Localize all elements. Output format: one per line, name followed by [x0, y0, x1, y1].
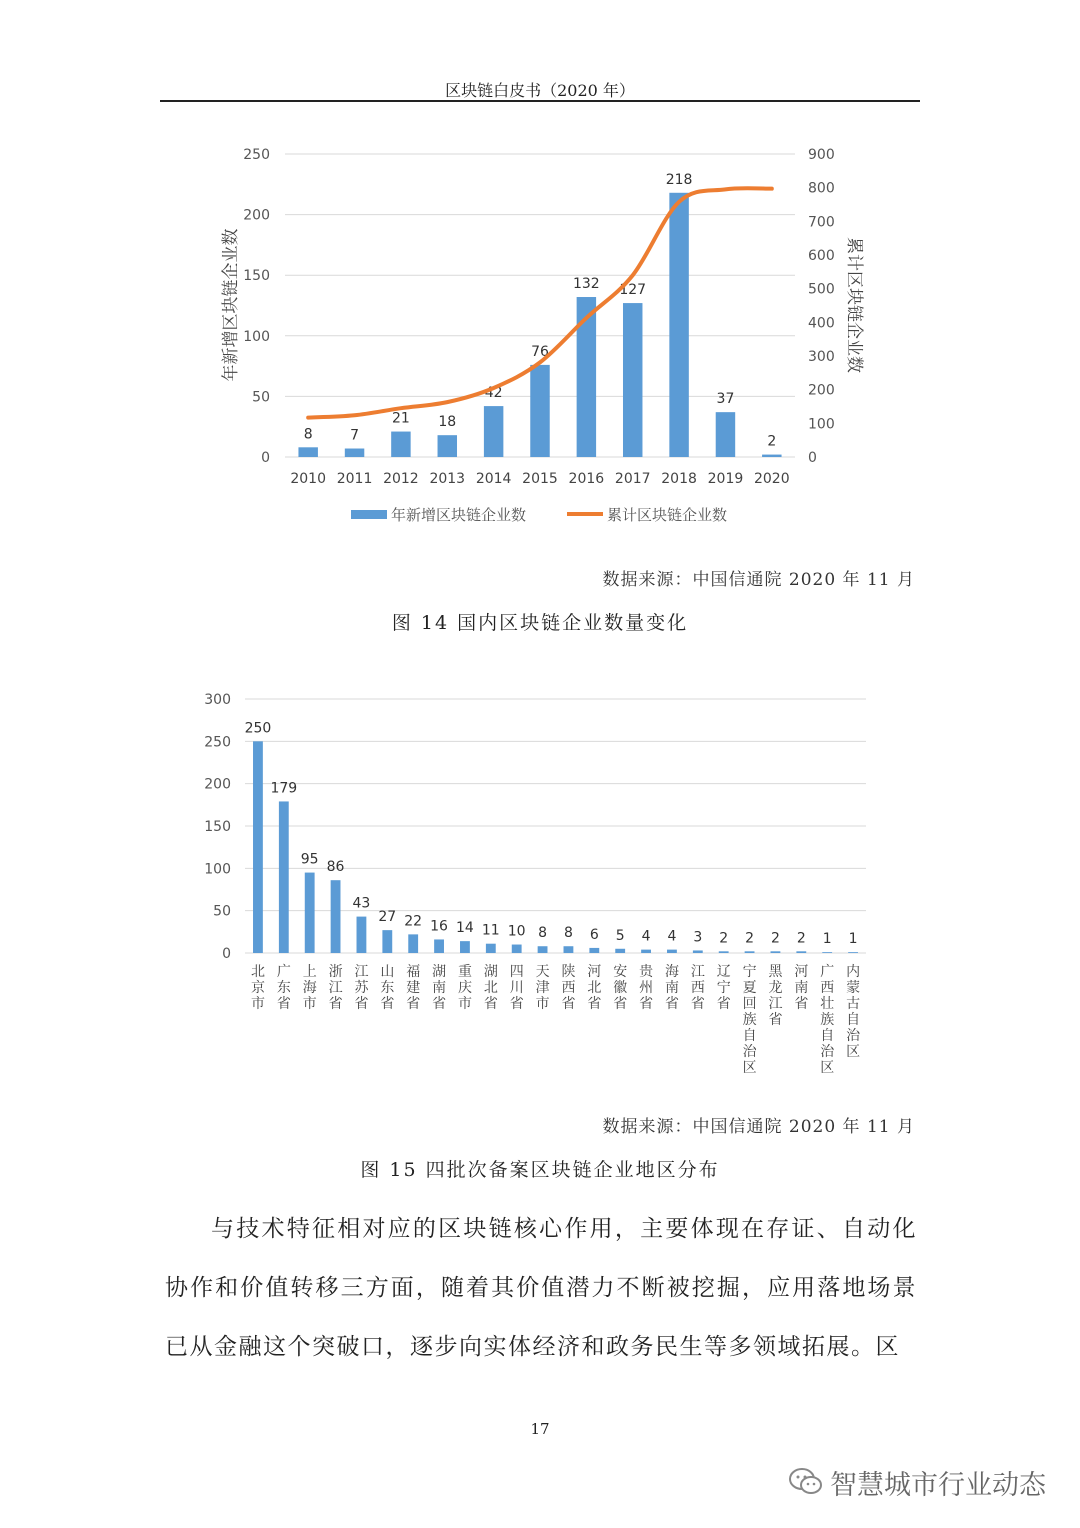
y-tick-label: 200	[243, 207, 270, 224]
x-tick-label: 2020	[753, 471, 790, 487]
bar	[538, 946, 548, 953]
y-tick-label: 100	[243, 328, 270, 345]
bar	[298, 447, 317, 457]
bar-value-label: 2	[719, 930, 729, 947]
bar-value-label: 4	[667, 928, 677, 945]
bar	[438, 435, 457, 457]
bar-value-label: 8	[538, 925, 548, 942]
bar-value-label: 43	[352, 895, 371, 912]
page-number: 17	[530, 1420, 550, 1438]
bar	[745, 951, 755, 953]
bar-value-label: 132	[572, 276, 600, 293]
chart-enterprise-count	[0, 0, 1080, 560]
bar	[305, 873, 315, 953]
x-tick-label: 2016	[568, 471, 605, 487]
bar	[564, 946, 574, 953]
page-header-title: 区块链白皮书（2020 年）	[445, 81, 635, 100]
bar	[716, 412, 735, 457]
bar-value-label: 21	[391, 410, 410, 427]
bar	[771, 951, 781, 953]
bar	[331, 880, 341, 953]
bar	[848, 952, 858, 953]
y2-tick-label: 800	[808, 180, 835, 197]
x-tick-label: 天津市	[535, 964, 550, 1012]
bar-value-label: 7	[350, 427, 360, 444]
bar	[460, 941, 470, 953]
x-tick-label: 北京市	[250, 964, 265, 1012]
x-tick-label: 2012	[383, 471, 419, 487]
x-tick-label: 湖北省	[483, 964, 498, 1012]
bar	[641, 950, 651, 953]
x-tick-label: 广西壮族自治区	[820, 964, 835, 1076]
bar-value-label: 27	[378, 909, 397, 926]
y2-tick-label: 0	[808, 450, 817, 466]
x-tick-label: 2010	[290, 471, 327, 487]
bar-value-label: 86	[326, 859, 345, 876]
y2-axis-title: 累计区块链企业数	[844, 237, 864, 373]
bar-value-label: 16	[430, 918, 448, 935]
y2-tick-label: 400	[808, 315, 835, 332]
bar-value-label: 37	[716, 391, 735, 408]
bar-value-label: 179	[270, 780, 298, 797]
x-tick-label: 海南省	[664, 964, 679, 1012]
x-tick-label: 广东省	[276, 964, 291, 1012]
chart-region-distribution	[0, 680, 1080, 1100]
x-tick-label: 河南省	[794, 964, 809, 1012]
x-tick-label: 河北省	[587, 964, 602, 1012]
legend-bar-swatch	[351, 510, 387, 519]
bar	[796, 951, 806, 953]
y-tick-label: 200	[204, 776, 231, 793]
bar-value-label: 8	[303, 426, 313, 443]
bar-value-label: 2	[745, 930, 755, 947]
y-tick-label: 100	[204, 861, 231, 878]
bar	[382, 930, 392, 953]
bar-value-label: 11	[481, 922, 500, 939]
body-paragraph: 与技术特征相对应的区块链核心作用，主要体现在存证、自动化协作和价值转移三方面，随着其价值潜力不断被挖掘，应用落地场景已从金融这个突破口，逐步向实体经济和政务民生等多领域拓展。区	[165, 1216, 917, 1360]
y2-tick-label: 100	[808, 416, 835, 433]
y2-tick-label: 900	[808, 147, 835, 163]
bar	[530, 365, 549, 457]
bar	[762, 455, 781, 457]
bar-value-label: 127	[619, 282, 647, 299]
bar	[577, 297, 596, 457]
y-tick-label: 250	[243, 147, 270, 163]
bar-value-label: 10	[507, 923, 526, 940]
bar	[345, 449, 364, 457]
y-tick-label: 50	[252, 389, 270, 406]
bar-value-label: 14	[456, 920, 474, 937]
x-tick-label: 2017	[614, 471, 651, 487]
watermark	[788, 1462, 1046, 1502]
y-tick-label: 250	[204, 734, 231, 751]
bar-value-label: 2	[796, 930, 806, 947]
figure14-caption: 图 14 国内区块链企业数量变化	[391, 612, 689, 634]
x-tick-label: 2019	[707, 471, 744, 487]
x-tick-label: 重庆市	[457, 964, 472, 1012]
x-tick-label: 山东省	[380, 964, 395, 1012]
bar-value-label: 250	[244, 720, 272, 737]
bar-value-label: 22	[404, 913, 423, 930]
bar	[484, 406, 503, 457]
bar	[279, 801, 289, 953]
x-tick-label: 安徽省	[613, 964, 628, 1012]
bar	[408, 934, 418, 953]
bar	[822, 952, 832, 953]
x-tick-label: 辽宁省	[716, 964, 731, 1012]
bar-value-label: 6	[589, 926, 599, 943]
bar-value-label: 5	[615, 927, 625, 944]
x-tick-label: 2013	[429, 471, 466, 487]
x-tick-label: 上海市	[302, 964, 317, 1012]
bar-value-label: 1	[848, 931, 858, 948]
legend-bar-label: 年新增区块链企业数	[391, 506, 527, 524]
bar-value-label: 95	[300, 851, 319, 868]
bar-value-label: 2	[767, 433, 777, 450]
watermark-text: 智慧城市行业动态	[830, 1469, 1046, 1501]
bar-value-label: 18	[438, 414, 457, 431]
x-tick-label: 江西省	[690, 964, 705, 1012]
bar	[357, 917, 367, 953]
bar-value-label: 3	[693, 929, 703, 946]
x-tick-label: 湖南省	[432, 964, 447, 1012]
x-tick-label: 2014	[475, 471, 512, 487]
y-tick-label: 300	[204, 692, 231, 708]
bar	[693, 950, 703, 953]
bar	[434, 939, 444, 953]
x-tick-label: 2015	[522, 471, 558, 487]
bar	[253, 741, 263, 953]
y2-tick-label: 300	[808, 349, 835, 365]
x-tick-label: 内蒙古自治区	[846, 964, 861, 1060]
body-text	[165, 1200, 917, 1377]
bar	[486, 944, 496, 953]
figure15-caption: 图 15 四批次备案区块链企业地区分布	[360, 1159, 720, 1181]
y-tick-label: 150	[243, 268, 270, 285]
bar-value-label: 42	[484, 385, 503, 402]
bar-value-label: 218	[665, 171, 693, 188]
legend-line-label: 累计区块链企业数	[607, 506, 728, 524]
bar	[391, 432, 410, 457]
x-tick-label: 浙江省	[328, 964, 343, 1012]
y-axis-title: 年新增区块链企业数	[221, 228, 241, 382]
y-tick-label: 0	[222, 946, 231, 962]
x-tick-label: 贵州省	[639, 964, 654, 1012]
bar	[623, 303, 642, 457]
x-tick-label: 江苏省	[354, 964, 369, 1012]
x-tick-label: 陕西省	[561, 964, 576, 1012]
x-tick-label: 2011	[336, 471, 373, 487]
figure15-source: 数据来源：中国信通院 2020 年 11 月	[602, 1117, 915, 1137]
x-tick-label: 黑龙江省	[768, 964, 783, 1028]
figure14-source: 数据来源：中国信通院 2020 年 11 月	[602, 570, 915, 590]
x-tick-label: 四川省	[509, 964, 524, 1012]
bar-value-label: 1	[822, 931, 832, 948]
y2-tick-label: 600	[808, 248, 835, 264]
bar	[667, 950, 677, 953]
y-tick-label: 150	[204, 819, 231, 835]
bar	[512, 945, 522, 953]
bar	[669, 193, 688, 457]
bar-value-label: 4	[641, 928, 651, 945]
bar	[719, 951, 729, 953]
x-tick-label: 2018	[661, 471, 697, 487]
bar	[615, 949, 625, 953]
y-tick-label: 50	[213, 903, 231, 920]
y2-tick-label: 700	[808, 214, 835, 231]
bar-value-label: 76	[531, 343, 549, 360]
wechat-icon	[788, 1467, 824, 1497]
y2-tick-label: 200	[808, 382, 835, 399]
y2-tick-label: 500	[808, 281, 835, 298]
x-tick-label: 福建省	[406, 964, 421, 1012]
x-tick-label: 宁夏回族自治区	[742, 964, 757, 1076]
bar-value-label: 8	[563, 925, 573, 942]
bar	[589, 948, 599, 953]
y-tick-label: 0	[261, 450, 270, 466]
bar-value-label: 2	[770, 930, 780, 947]
